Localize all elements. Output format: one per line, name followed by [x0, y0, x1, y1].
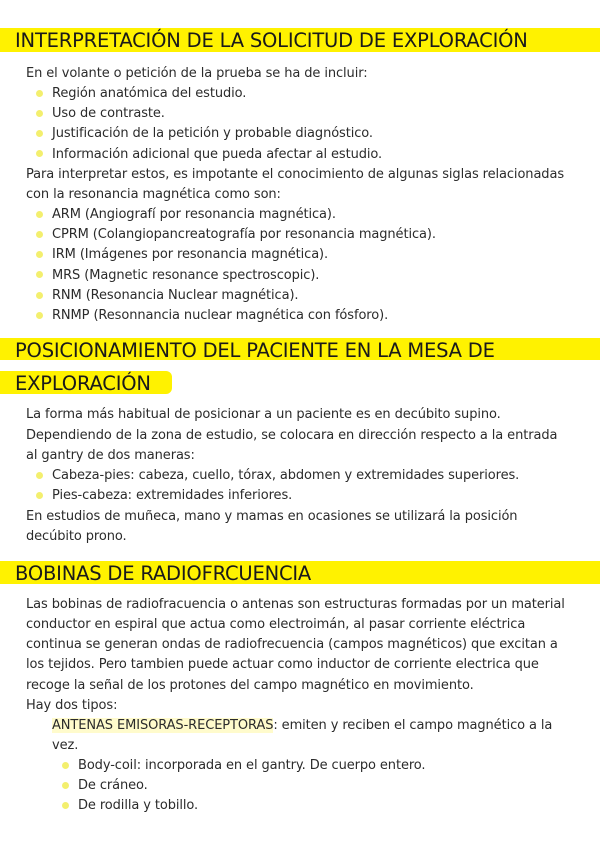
paragraph-line: En estudios de muñeca, mano y mamas en ocasiones se utilizará la posición — [26, 509, 518, 524]
list-item: De cráneo. — [78, 778, 148, 793]
list-item: IRM (Imágenes por resonancia magnética). — [52, 247, 329, 262]
bullet-dot-icon — [36, 271, 43, 278]
section-heading-posicionamiento: POSICIONAMIENTO DEL PACIENTE EN LA MESA DE — [0, 338, 600, 360]
bullet-dot-icon — [36, 251, 43, 258]
section-heading-bobinas: BOBINAS DE RADIOFRCUENCIA — [0, 561, 600, 584]
paragraph-line: Dependiendo de la zona de estudio, se colocara en dirección respecto a la entrada — [26, 428, 558, 443]
bullet-dot-icon — [36, 130, 43, 137]
section-heading-posicionamiento-cont: EXPLORACIÓN — [0, 371, 172, 394]
bullet-dot-icon — [36, 90, 43, 97]
paragraph-line: al gantry de dos maneras: — [26, 448, 195, 463]
coil-type-line — [52, 718, 552, 734]
list-item: CPRM (Colangiopancreatografía por resonancia magnética). — [52, 227, 436, 242]
paragraph-line: Para interpretar estos, es impotante el conocimiento de algunas siglas relacionadas — [26, 167, 564, 182]
bullet-dot-icon — [36, 150, 43, 157]
coil-type-description: : emiten y reciben el campo magnético a la — [273, 718, 553, 733]
paragraph-line: continua se generan ondas de radiofrecuencia (campos magnéticos) que excitan a — [26, 637, 558, 652]
paragraph-line: los tejidos. Pero tambien puede actuar como inductor de corriente electrica que — [26, 657, 539, 672]
coil-type-continuation: vez. — [52, 738, 79, 753]
bullet-dot-icon — [62, 762, 69, 769]
paragraph-line: recoge la señal de los protones del campo magnético en movimiento. — [26, 678, 474, 693]
bullet-dot-icon — [36, 492, 43, 499]
list-item: De rodilla y tobillo. — [78, 798, 199, 813]
list-item: ARM (Angiografí por resonancia magnética). — [52, 207, 336, 222]
list-item: Justificación de la petición y probable diagnóstico. — [52, 126, 373, 141]
section-heading-interpretacion: INTERPRETACIÓN DE LA SOLICITUD DE EXPLORACIÓN — [0, 28, 600, 52]
bullet-dot-icon — [62, 802, 69, 809]
list-item: Cabeza-pies: cabeza, cuello, tórax, abdomen y extremidades superiores. — [52, 468, 520, 483]
bullet-dot-icon — [62, 782, 69, 789]
bullet-dot-icon — [36, 312, 43, 319]
list-item: Uso de contraste. — [52, 106, 165, 121]
coil-type-label: ANTENAS EMISORAS-RECEPTORAS — [52, 718, 274, 733]
paragraph-line: Las bobinas de radiofracuencia o antenas son estructuras formadas por un material — [26, 597, 565, 612]
bullet-dot-icon — [36, 231, 43, 238]
list-item: Pies-cabeza: extremidades inferiores. — [52, 488, 293, 503]
list-item: Información adicional que pueda afectar al estudio. — [52, 147, 383, 162]
bullet-dot-icon — [36, 211, 43, 218]
list-item: RNM (Resonancia Nuclear magnética). — [52, 288, 299, 303]
paragraph-line: decúbito prono. — [26, 529, 127, 544]
list-item: Body-coil: incorporada en el gantry. De cuerpo entero. — [78, 758, 426, 773]
bullet-dot-icon — [36, 292, 43, 299]
paragraph-line: La forma más habitual de posicionar a un paciente es en decúbito supino. — [26, 407, 501, 422]
paragraph-line: Hay dos tipos: — [26, 698, 118, 713]
paragraph-line: conductor en espiral que actua como electroimán, al pasar corriente eléctrica — [26, 617, 526, 632]
bullet-dot-icon — [36, 472, 43, 479]
paragraph-line: con la resonancia magnética como son: — [26, 187, 281, 202]
list-item: MRS (Magnetic resonance spectroscopic). — [52, 268, 320, 283]
list-item: RNMP (Resonnancia nuclear magnética con fósforo). — [52, 308, 389, 323]
list-item: Región anatómica del estudio. — [52, 86, 247, 101]
bullet-dot-icon — [36, 110, 43, 117]
section1-intro: En el volante o petición de la prueba se ha de incluir: — [26, 66, 368, 81]
